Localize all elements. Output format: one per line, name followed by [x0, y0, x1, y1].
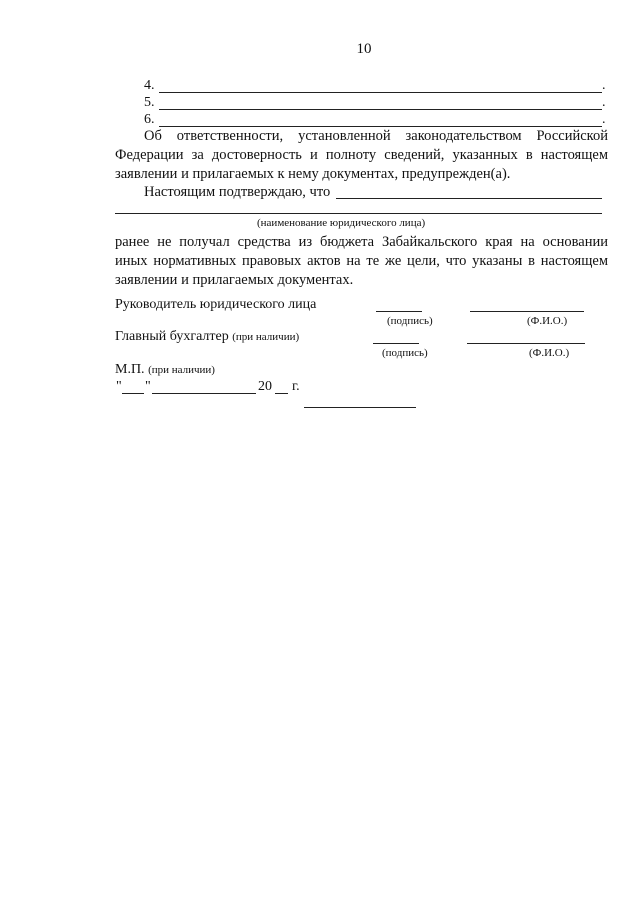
stamp-mp: М.П.	[115, 362, 145, 377]
paragraph-line: заявлении и прилагаемых документах.	[115, 272, 354, 288]
list-item-number: 4.	[144, 78, 155, 93]
list-item-end: .	[602, 95, 606, 110]
head-signature-label: Руководитель юридического лица	[115, 297, 317, 312]
stamp-label	[115, 361, 215, 379]
head-signature-caption: (подпись)	[387, 315, 433, 327]
stamp-note: (при наличии)	[148, 364, 215, 376]
paragraph-line: Об ответственности, установленной законодательством Российской	[144, 128, 608, 144]
accountant-signature-label	[115, 328, 299, 346]
head-fio-line	[470, 311, 584, 312]
list-item-end: .	[602, 112, 606, 127]
date-open-quote: "	[116, 379, 122, 394]
list-item-end: .	[602, 78, 606, 93]
paragraph-line: иных нормативных правовых актов на те же цели, что указаны в настоящем	[115, 253, 608, 269]
page-number: 10	[356, 41, 372, 57]
legal-entity-name-line-full	[115, 213, 602, 214]
date-year-line	[275, 393, 288, 394]
paragraph-line: ранее не получал средства из бюджета Забайкальского края на основании	[115, 234, 608, 250]
confirm-text: Настоящим подтверждаю, что	[144, 184, 331, 200]
accountant-signature-line	[373, 343, 419, 344]
blank-line	[159, 92, 602, 93]
list-item-number: 5.	[144, 95, 155, 110]
date-close-quote: "	[145, 379, 151, 394]
paragraph-line: заявлении и прилагаемых к нему документах, предупрежден(а).	[115, 166, 511, 182]
date-year-prefix: 20	[258, 379, 272, 394]
accountant-fio-line	[467, 343, 585, 344]
list-item-number: 6.	[144, 112, 155, 127]
paragraph-line: Федерации за достоверность и полноту сведений, указанных в настоящем	[115, 147, 608, 163]
date-month-line	[152, 393, 256, 394]
head-fio-caption: (Ф.И.О.)	[527, 315, 568, 327]
accountant-note: (при наличии)	[232, 331, 300, 343]
date-day-line	[122, 393, 144, 394]
closing-separator	[304, 407, 416, 408]
legal-entity-caption: (наименование юридического лица)	[257, 217, 426, 229]
head-signature-line	[376, 311, 422, 312]
blank-line	[159, 109, 602, 110]
accountant-signature-caption: (подпись)	[382, 347, 428, 359]
date-year-suffix: г.	[292, 379, 300, 394]
legal-entity-name-line	[336, 198, 602, 199]
accountant-label: Главный бухгалтер	[115, 329, 229, 344]
accountant-fio-caption: (Ф.И.О.)	[529, 347, 570, 359]
